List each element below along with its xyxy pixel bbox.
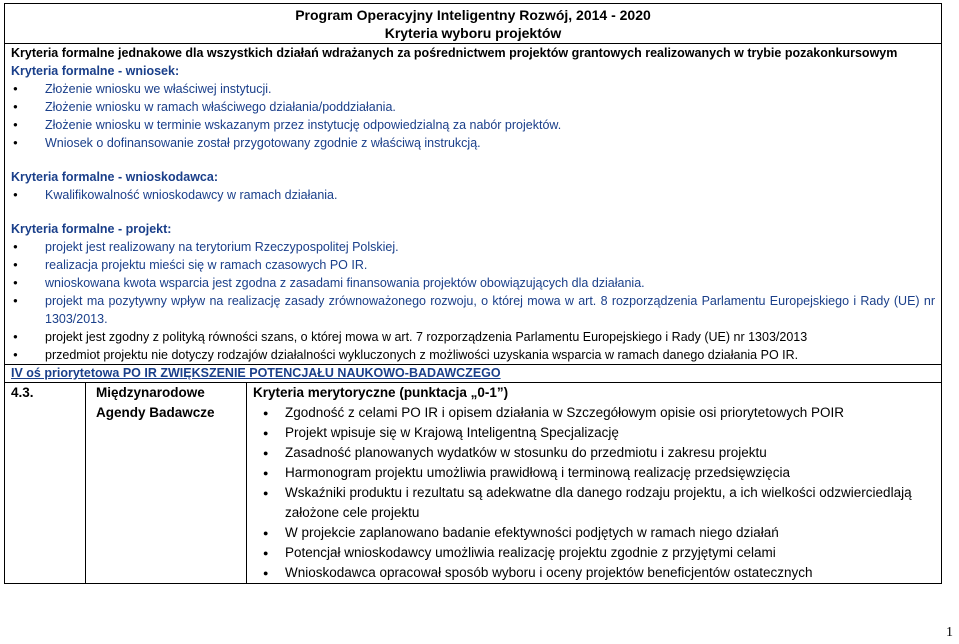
page-number: 1 (946, 625, 953, 640)
measure-row (5, 383, 941, 583)
document-table (4, 3, 942, 584)
list-item: ● Złożenie wniosku w terminie wskazanym przez instytucję odpowiedzialną za nabór projektów. (11, 116, 935, 134)
projekt-list (11, 238, 935, 364)
list-item: ● projekt ma pozytywny wpływ na realizację zasady zrównoważonego rozwoju, o której mowa w art. 8 rozporządzenia Parlamentu Europejskiego i Rady (UE) nr 1303/2013. (11, 292, 935, 328)
list-item: ● wnioskowana kwota wsparcia jest zgodna z zasadami finansowania projektów obowiązujących dla działania. (11, 274, 935, 292)
list-item: ● projekt jest realizowany na terytorium Rzeczypospolitej Polskiej. (11, 238, 935, 256)
list-item: ● Zgodność z celami PO IR i opisem działania w Szczegółowym opisie osi priorytetowych POIR (253, 403, 941, 423)
program-title: Program Operacyjny Inteligentny Rozwój, 2014 - 2020 (295, 7, 651, 23)
list-item: ● Złożenie wniosku we właściwej instytucji. (11, 80, 935, 98)
list-item: ● Zasadność planowanych wydatków w stosunku do przedmiotu i zakresu projektu (253, 443, 941, 463)
list-item: ● Złożenie wniosku w ramach właściwego działania/poddziałania. (11, 98, 935, 116)
measure-name: Międzynarodowe Agendy Badawcze (86, 383, 247, 583)
wniosek-title: Kryteria formalne - wniosek: (11, 64, 180, 78)
projekt-title: Kryteria formalne - projekt: (11, 222, 172, 236)
criteria-subtitle: Kryteria wyboru projektów (384, 25, 562, 41)
criteria-list (253, 403, 941, 583)
list-item: ● W projekcie zaplanowano badanie efektywności podjętych w ramach niego działań (253, 523, 941, 543)
measure-criteria (247, 383, 941, 583)
formal-criteria-section (5, 44, 941, 364)
criteria-title: Kryteria merytoryczne (punktacja „0-1”) (253, 385, 509, 400)
list-item: ● realizacja projektu mieści się w ramach czasowych PO IR. (11, 256, 935, 274)
wnioskodawca-title: Kryteria formalne - wnioskodawca: (11, 170, 219, 184)
list-item: ● Kwalifikowalność wnioskodawcy w ramach działania. (11, 186, 935, 204)
list-item: ● przedmiot projektu nie dotyczy rodzajów działalności wykluczonych z możliwości uzyskania wsparcia w ramach danego działania PO IR. (11, 346, 935, 364)
intro-text: Kryteria formalne jednakowe dla wszystkich działań wdrażanych za pośrednictwem projektów grantowych realizowanych w trybie pozakonkursowym (11, 46, 898, 60)
measure-number: 4.3. (5, 383, 86, 583)
list-item: ● projekt jest zgodny z polityką równości szans, o której mowa w art. 7 rozporządzenia Parlamentu Europejskiego i Rady (UE) nr 1303/2013 (11, 328, 935, 346)
wniosek-list (11, 80, 935, 152)
list-item: ● Projekt wpisuje się w Krajową Inteligentną Specjalizację (253, 423, 941, 443)
wnioskodawca-list (11, 186, 935, 204)
list-item: ● Wniosek o dofinansowanie został przygotowany zgodnie z właściwą instrukcją. (11, 134, 935, 152)
document-header (5, 4, 941, 44)
list-item: ● Harmonogram projektu umożliwia prawidłową i terminową realizację przedsięwzięcia (253, 463, 941, 483)
priority-axis-row: IV oś priorytetowa PO IR ZWIĘKSZENIE POTENCJAŁU NAUKOWO-BADAWCZEGO (5, 364, 941, 383)
list-item: ● Potencjał wnioskodawcy umożliwia realizację projektu zgodnie z przyjętymi celami (253, 543, 941, 563)
list-item: ● Wnioskodawca opracował sposób wyboru i oceny projektów beneficjentów ostatecznych (253, 563, 941, 583)
list-item: ● Wskaźniki produktu i rezultatu są adekwatne dla danego rodzaju projektu, a ich wielkości odzwierciedlają założone cele projektu (253, 483, 941, 523)
